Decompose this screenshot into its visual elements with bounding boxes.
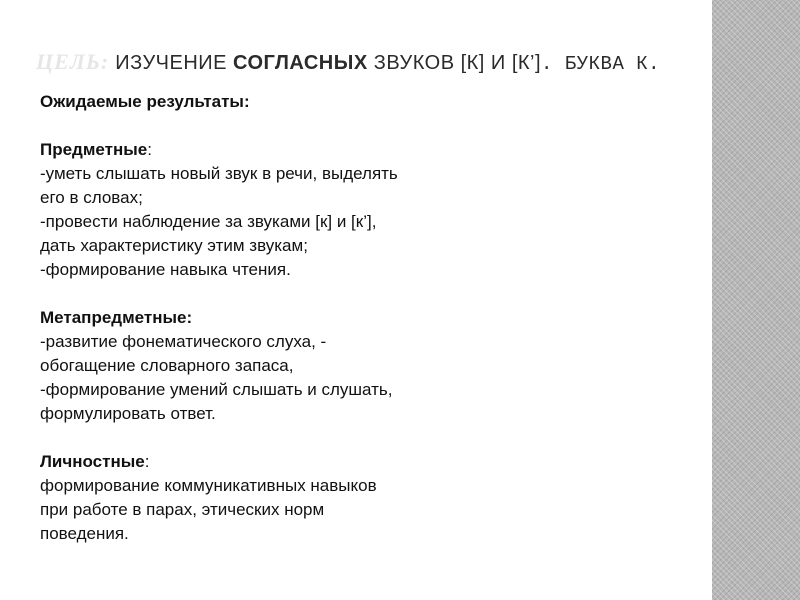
spacer: [40, 282, 700, 306]
subject-line: дать характеристику этим звукам;: [40, 236, 308, 255]
meta-heading: Метапредметные:: [40, 308, 193, 327]
meta-line: обогащение словарного запаса,: [40, 356, 294, 375]
subject-line: -уметь слышать новый звук в речи, выделять: [40, 164, 398, 183]
personal-line: при работе в парах, этических норм: [40, 500, 325, 519]
meta-line: -формирование умений слышать и слушать,: [40, 380, 393, 399]
subject-line: его в словах;: [40, 188, 143, 207]
personal-heading-colon: :: [144, 452, 150, 471]
title-part-2: ЗВУКОВ [К] И [К’]: [367, 52, 542, 74]
goal-label: ЦЕЛЬ:: [36, 49, 110, 74]
title-part-1: ИЗУЧЕНИЕ: [115, 52, 234, 74]
subject-heading: Предметные: [40, 140, 148, 159]
personal-section: [40, 450, 700, 546]
subject-line: -провести наблюдение за звуками [к] и [к’],: [40, 212, 377, 231]
expected-results-heading: Ожидаемые результаты:: [40, 92, 250, 111]
title-part-3: . БУКВА К.: [541, 53, 661, 75]
title-part-bold: СОГЛАСНЫХ: [233, 52, 368, 74]
meta-section: [40, 306, 700, 426]
subject-section: [40, 138, 700, 282]
meta-line: -развитие фонематического слуха, -: [40, 332, 327, 351]
decorative-side-panel: [712, 0, 800, 600]
subject-heading-colon: :: [147, 140, 152, 159]
spacer: [40, 114, 700, 138]
subject-line: -формирование навыка чтения.: [40, 260, 291, 279]
personal-heading: Личностные: [40, 452, 145, 471]
personal-line: поведения.: [40, 524, 129, 543]
meta-line: формулировать ответ.: [40, 404, 216, 423]
personal-line: формирование коммуникативных навыков: [40, 476, 377, 495]
slide-content: [40, 90, 700, 546]
spacer: [40, 426, 700, 450]
slide-title: [36, 50, 716, 76]
